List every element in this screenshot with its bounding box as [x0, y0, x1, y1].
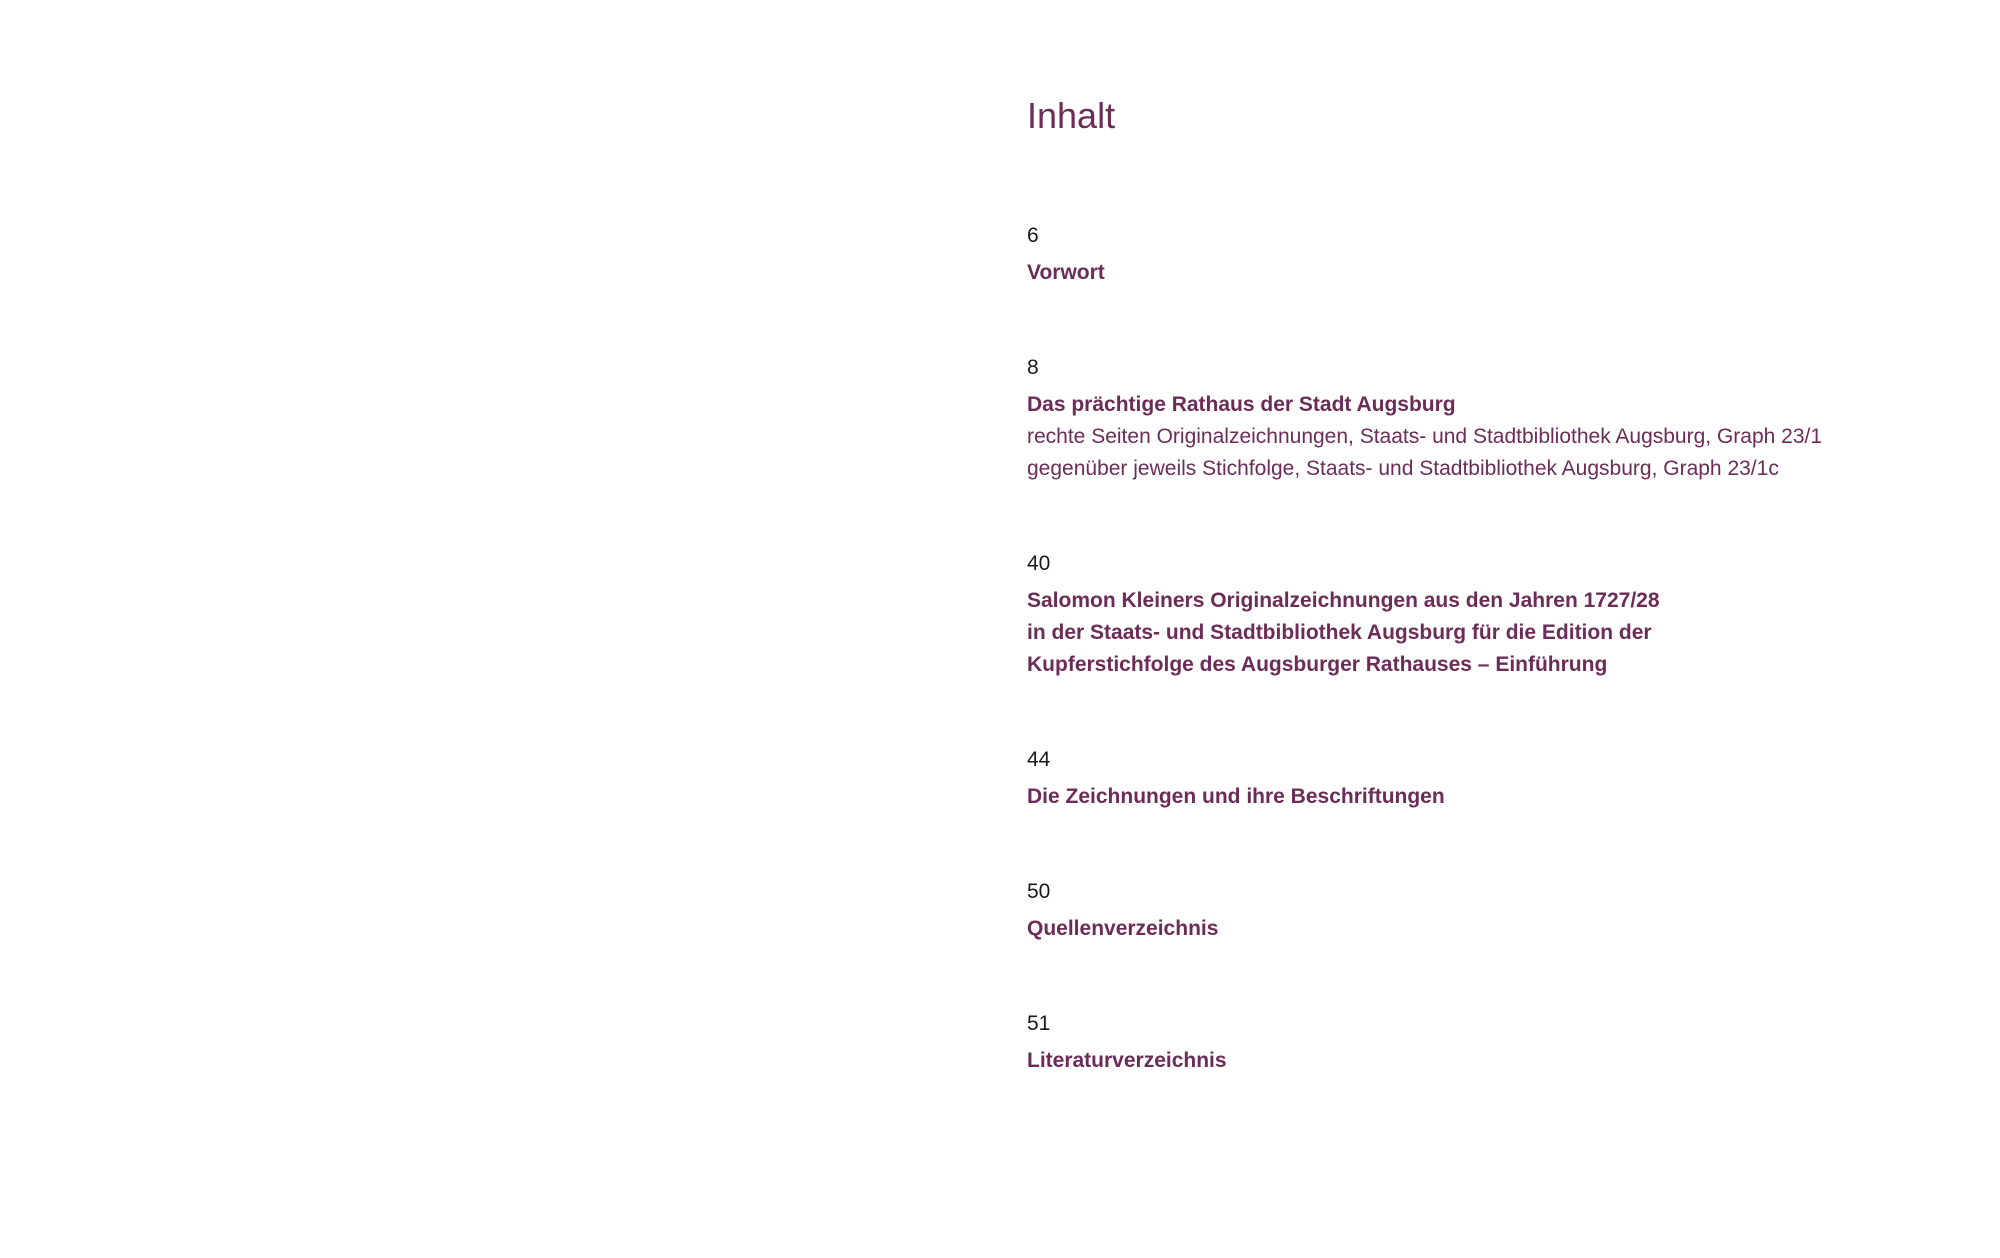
toc-entry-quellenverzeichnis[interactable] [1027, 877, 1907, 945]
toc-page-number: 51 [1027, 1012, 1051, 1035]
toc-entry-vorwort[interactable] [1027, 221, 1907, 289]
toc-entry-literaturverzeichnis[interactable] [1027, 1009, 1907, 1077]
toc-entry-title: Die Zeichnungen und ihre Beschriftungen [1027, 785, 1445, 808]
toc-entry-subtitle: rechte Seiten Originalzeichnungen, Staats- und Stadtbibliothek Augsburg, Graph 23/1 [1027, 425, 1823, 448]
toc-page-number: 8 [1027, 356, 1039, 379]
toc-entry-title-line: Kupferstichfolge des Augsburger Rathauses – Einführung [1027, 653, 1608, 676]
toc-page-number: 6 [1027, 224, 1039, 247]
toc-page-number: 50 [1027, 880, 1051, 903]
table-of-contents-page [1027, 0, 1927, 1258]
toc-page-number: 44 [1027, 748, 1051, 771]
toc-entry-title: Vorwort [1027, 261, 1105, 284]
toc-entry-title: Literaturverzeichnis [1027, 1049, 1227, 1072]
toc-entry-title-line: in der Staats- und Stadtbibliothek Augsburg für die Edition der [1027, 621, 1652, 644]
toc-entry-rathaus[interactable] [1027, 353, 1907, 485]
toc-entry-originalzeichnungen[interactable] [1027, 549, 1907, 681]
toc-entry-title: Quellenverzeichnis [1027, 917, 1219, 940]
toc-entry-title: Das prächtige Rathaus der Stadt Augsburg [1027, 393, 1456, 416]
toc-title: Inhalt [1027, 95, 1116, 136]
toc-entry-title-line: Salomon Kleiners Originalzeichnungen aus den Jahren 1727/28 [1027, 589, 1660, 612]
toc-entry-subtitle: gegenüber jeweils Stichfolge, Staats- und Stadtbibliothek Augsburg, Graph 23/1c [1027, 457, 1779, 480]
toc-page-number: 40 [1027, 552, 1051, 575]
toc-entry-zeichnungen[interactable] [1027, 745, 1907, 813]
